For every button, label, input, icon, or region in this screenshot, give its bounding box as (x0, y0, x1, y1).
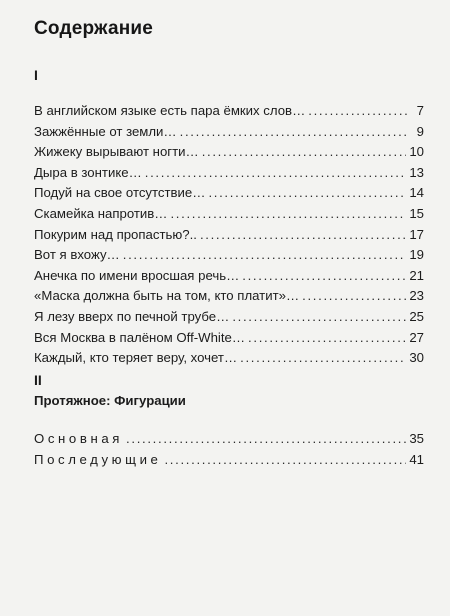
entry-page: 14 (409, 185, 424, 201)
dot-leader (164, 450, 406, 471)
dot-leader (308, 101, 407, 122)
entry-page: 41 (409, 451, 424, 467)
entry-title: Жижеку вырывают ногти… (34, 144, 199, 160)
entry-title: Каждый, кто теряет веру, хочет… (34, 350, 238, 366)
toc-entry[interactable] (34, 286, 424, 307)
part-one-label: I (34, 67, 38, 83)
dot-leader (208, 183, 406, 204)
page-title: Содержание (34, 18, 154, 39)
dot-leader (302, 286, 406, 307)
toc-entry[interactable] (34, 429, 424, 450)
dot-leader (126, 429, 406, 450)
toc-entry[interactable] (34, 307, 424, 328)
toc-entry[interactable] (34, 225, 424, 246)
entry-page: 19 (409, 247, 424, 263)
entry-title: Покурим над пропастью?.. (34, 226, 197, 242)
part-two-label: II (34, 372, 42, 388)
part-two-subtitle: Протяжное: Фигурации (34, 393, 186, 408)
entry-page: 21 (409, 267, 424, 283)
entry-page: 10 (409, 144, 424, 160)
dot-leader (248, 328, 406, 349)
toc-entry[interactable] (34, 122, 424, 143)
entry-title: Вот я вхожу… (34, 247, 120, 263)
dot-leader (240, 348, 406, 369)
entry-page: 7 (416, 103, 424, 118)
toc-entry[interactable] (34, 101, 424, 122)
entry-title: Дыра в зонтике… (34, 164, 142, 180)
toc-entry[interactable] (34, 450, 424, 471)
dot-leader (123, 245, 407, 266)
entry-title: Скамейка напротив… (34, 205, 168, 221)
dot-leader (170, 204, 406, 225)
entry-page: 23 (409, 288, 424, 304)
dot-leader (232, 307, 406, 328)
entry-page: 35 (409, 431, 424, 446)
toc-entry[interactable] (34, 142, 424, 163)
toc-entry[interactable] (34, 348, 424, 369)
entry-page: 30 (409, 350, 424, 366)
entry-title: В английском языке есть пара ёмких слов… (34, 103, 306, 118)
toc-entry[interactable] (34, 266, 424, 287)
dot-leader (202, 142, 407, 163)
dot-leader (200, 225, 406, 246)
entry-page: 9 (416, 123, 424, 139)
toc-entry[interactable] (34, 163, 424, 184)
entry-title: «Маска должна быть на том, кто платит»… (34, 288, 300, 304)
entry-title: Зажжённые от земли… (34, 123, 177, 139)
entry-title: Анечка по имени вросшая речь… (34, 267, 240, 283)
entry-page: 25 (409, 308, 424, 324)
part-one-list (34, 101, 424, 369)
toc-entry[interactable] (34, 204, 424, 225)
dot-leader (145, 163, 407, 184)
entry-page: 15 (409, 205, 424, 221)
entry-title: Я лезу вверх по печной трубе… (34, 308, 230, 324)
dot-leader (180, 122, 407, 143)
entry-title: Последующие (34, 451, 162, 467)
entry-page: 27 (409, 329, 424, 345)
toc-entry[interactable] (34, 328, 424, 349)
toc-entry[interactable] (34, 183, 424, 204)
dot-leader (242, 266, 406, 287)
entry-title: Вся Москва в палёном Off-White… (34, 329, 246, 345)
toc-entry[interactable] (34, 245, 424, 266)
entry-title: Основная (34, 431, 124, 446)
entry-title: Подуй на свое отсутствие… (34, 185, 206, 201)
entry-page: 17 (409, 226, 424, 242)
part-two-list (34, 429, 424, 470)
entry-page: 13 (409, 164, 424, 180)
